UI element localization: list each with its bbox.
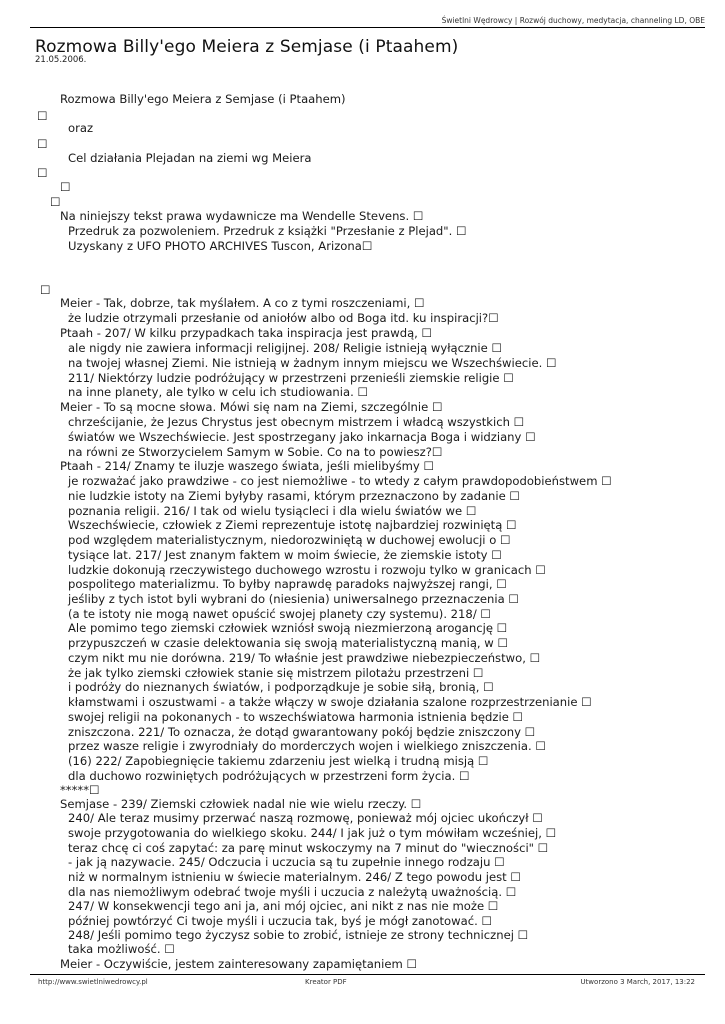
text-line: że jak tylko ziemski człowiek stanie się mistrzem pilotażu przestrzeni ☐: [68, 666, 484, 680]
text-line: ludzkie dokonują rzeczywistego duchowego wzrostu i rozwoju tylko w granicach ☐: [68, 563, 546, 577]
text-line: jeśliby z tych istot byli wybrani do (niesienia) uniwersalnego przeznaczenia ☐: [68, 592, 519, 606]
text-line: 248/ Jeśli pomimo tego życzysz sobie to zrobić, istnieje ze strony technicznej ☐: [68, 928, 528, 942]
text-line: na inne planety, ale tylko w celu ich studiowania. ☐: [68, 385, 368, 399]
text-line: Przedruk za pozwoleniem. Przedruk z książki "Przesłanie z Plejad". ☐: [68, 224, 467, 238]
text-line: poznania religii. 216/ I tak od wielu tysiącleci i dla wielu światów we ☐: [68, 504, 477, 518]
text-line: przypuszczeń w czasie delektowania się swoją materialistyczną manią, w ☐: [68, 636, 508, 650]
text-line: Meier - To są mocne słowa. Mówi się nam na Ziemi, szczególnie ☐: [60, 400, 443, 414]
text-line: ☐: [37, 109, 48, 123]
footer-creator: Kreator PDF: [305, 978, 347, 986]
text-line: Cel działania Plejadan na ziemi wg Meiera: [68, 151, 312, 165]
text-line: (16) 222/ Zapobiegnięcie takiemu zdarzeniu jest wielką i trudną misją ☐: [68, 754, 489, 768]
text-line: Meier - Oczywiście, jestem zainteresowany zapamiętaniem ☐: [60, 957, 417, 971]
text-line: Ale pomimo tego ziemski człowiek wzniósł swoją niezmierzoną arogancję ☐: [68, 621, 508, 635]
text-line: chrześcijanie, że Jezus Chrystus jest obecnym mistrzem i władcą wszystkich ☐: [68, 415, 525, 429]
text-line: pod względem materialistycznym, niedorozwiniętą w duchowej ewolucji o ☐: [68, 533, 511, 547]
text-line: niż w normalnym istnieniu w świecie materialnym. 246/ Z tego powodu jest ☐: [68, 870, 521, 884]
text-line: dla duchowo rozwiniętych podróżujących w przestrzeni form życia. ☐: [68, 769, 470, 783]
text-line: taka możliwość. ☐: [68, 942, 175, 956]
footer-url: http://www.swietlniwedrowcy.pl: [38, 978, 148, 986]
text-line: teraz chcę ci coś zapytać: za parę minut wskoczymy na 7 minut do "wieczności" ☐: [68, 841, 549, 855]
text-line: nie ludzkie istoty na Ziemi byłyby rasami, którym przeznaczono by zadanie ☐: [68, 489, 520, 503]
text-line: *****☐: [60, 783, 100, 797]
text-line: dla nas niemożliwym odebrać twoje myśli i uczucia z należytą uważnością. ☐: [68, 885, 517, 899]
text-line: (a te istoty nie mogą nawet opuścić swojej planety czy systemu). 218/ ☐: [68, 607, 491, 621]
footer-divider: [30, 974, 705, 975]
footer-created-date: Utworzono 3 March, 2017, 13:22: [580, 978, 695, 986]
text-line: 211/ Niektórzy ludzie podróżujący w przestrzeni przenieśli ziemskie religie ☐: [68, 371, 514, 385]
text-line: przez wasze religie i zwyrodniały do morderczych wojen i wielkiego zniszczenia. ☐: [68, 739, 546, 753]
text-line: 247/ W konsekwencji tego ani ja, ani mój ojciec, ani nikt z nas nie może ☐: [68, 899, 499, 913]
text-line: i podróży do nieznanych światów, i podporządkuje je sobie siłą, bronią, ☐: [68, 680, 494, 694]
text-line: ale nigdy nie zawiera informacji religijnej. 208/ Religie istnieją wyłącznie ☐: [68, 341, 502, 355]
text-line: tysiące lat. 217/ Jest znanym faktem w moim świecie, że ziemskie istoty ☐: [68, 548, 502, 562]
header-divider: [30, 27, 705, 28]
text-line: ☐: [37, 166, 48, 180]
text-line: Rozmowa Billy'ego Meiera z Semjase (i Ptaahem): [60, 92, 346, 106]
text-line: swojej religii na pokonanych - to wszechświatowa harmonia istnienia będzie ☐: [68, 710, 523, 724]
document-title: Rozmowa Billy'ego Meiera z Semjase (i Ptaahem): [35, 37, 459, 57]
text-line: zniszczona. 221/ To oznacza, że dotąd gwarantowany pokój będzie zniszczony ☐: [68, 725, 536, 739]
text-line: swoje przygotowania do wielkiego skoku. 244/ I jak już o tym mówiłam wcześniej, ☐: [68, 826, 557, 840]
text-line: że ludzie otrzymali przesłanie od aniołów albo od Boga itd. ku inspiracji?☐: [68, 311, 499, 325]
text-line: ☐: [50, 195, 61, 209]
text-line: na twojej własnej Ziemi. Nie istnieją w żadnym innym miejscu we Wszechświecie. ☐: [68, 356, 557, 370]
text-line: oraz: [68, 121, 94, 135]
text-line: Semjase - 239/ Ziemski człowiek nadal nie wie wielu rzeczy. ☐: [60, 797, 422, 811]
site-header: Świetlni Wędrowcy | Rozwój duchowy, medytacja, channeling LD, OBE: [441, 16, 705, 25]
text-line: Meier - Tak, dobrze, tak myślałem. A co z tymi roszczeniami, ☐: [60, 296, 425, 310]
document-date: 21.05.2006.: [35, 55, 87, 65]
text-line: światów we Wszechświecie. Jest spostrzegany jako inkarnacja Boga i widziany ☐: [68, 430, 536, 444]
text-line: ☐: [40, 283, 51, 297]
text-line: Uzyskany z UFO PHOTO ARCHIVES Tuscon, Arizona☐: [68, 239, 373, 253]
text-line: Na niniejszy tekst prawa wydawnicze ma Wendelle Stevens. ☐: [60, 209, 424, 223]
text-line: kłamstwami i oszustwami - a także włączy w swoje działania szalone rozprzestrzenianie ☐: [68, 695, 592, 709]
text-line: ☐: [60, 180, 71, 194]
text-line: Wszechświecie, człowiek z Ziemi reprezentuje istotę najbardziej rozwiniętą ☐: [68, 518, 517, 532]
text-line: ☐: [37, 137, 48, 151]
text-line: czym nikt mu nie dorówna. 219/ To właśnie jest prawdziwe niebezpieczeństwo, ☐: [68, 651, 540, 665]
text-line: je rozważać jako prawdziwe - co jest niemożliwe - to wtedy z całym prawdopodobieństwem ☐: [68, 474, 612, 488]
text-line: później powtórzyć Ci twoje myśli i uczucia tak, byś je mógł zanotować. ☐: [68, 914, 492, 928]
text-line: na równi ze Stworzycielem Samym w Sobie. Co na to powiesz?☐: [68, 445, 443, 459]
text-line: - jak ją nazywacie. 245/ Odczucia i uczucia są tu zupełnie innego rodzaju ☐: [68, 855, 505, 869]
text-line: 240/ Ale teraz musimy przerwać naszą rozmowę, ponieważ mój ojciec ukończył ☐: [68, 811, 543, 825]
text-line: Ptaah - 207/ W kilku przypadkach taka inspiracja jest prawdą, ☐: [60, 326, 432, 340]
text-line: Ptaah - 214/ Znamy te iluzje waszego świata, jeśli mielibyśmy ☐: [60, 459, 434, 473]
text-line: pospolitego materializmu. To byłby naprawdę paradoks najwyższej rangi, ☐: [68, 577, 507, 591]
